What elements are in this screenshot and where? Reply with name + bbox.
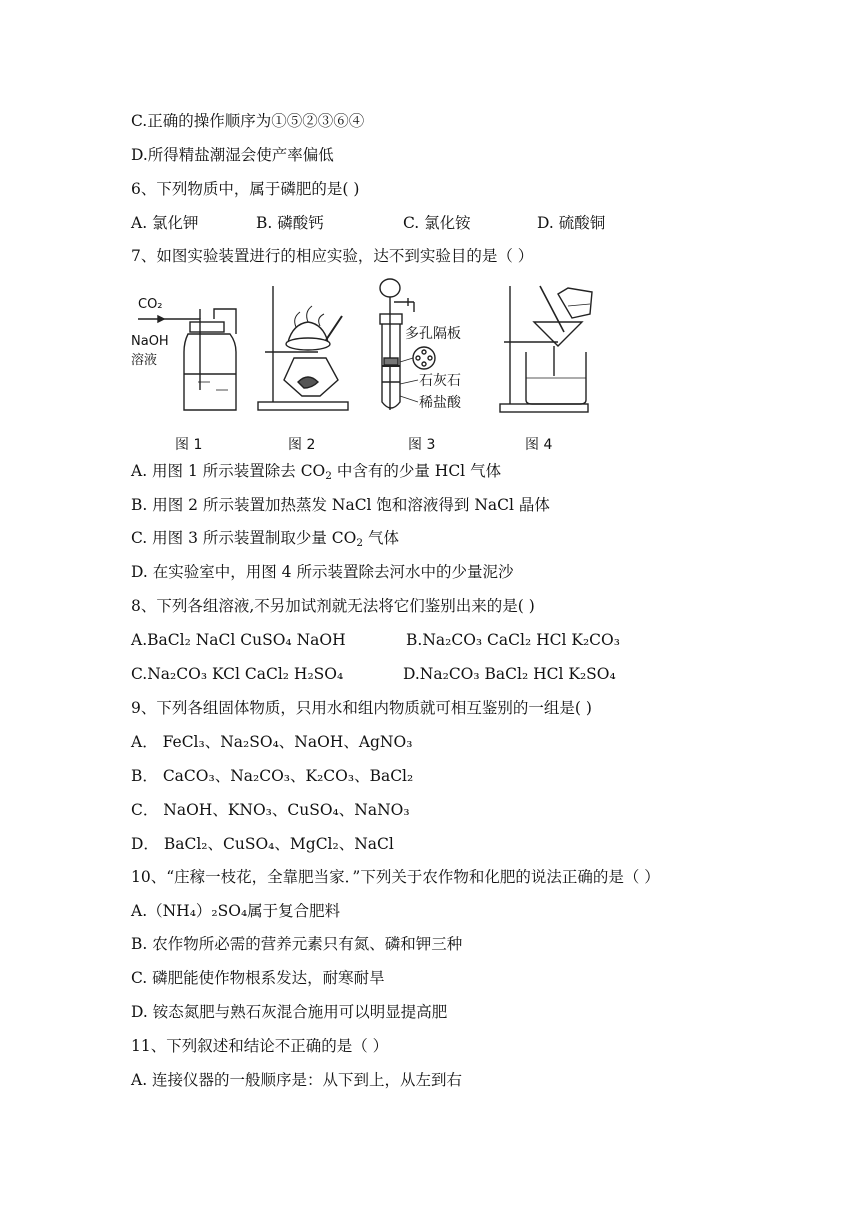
limestone-label: 石灰石 [419,373,461,389]
acid-label: 稀盐酸 [419,395,461,411]
fig4-label: 图 4 [525,437,553,453]
q8-option-d: D.Na₂CO₃ BaCl₂ HCl K₂SO₄ [403,665,616,683]
question-11: 11、下列叙述和结论不正确的是（ ） [131,1037,389,1055]
fig1-wash-bottle [131,297,236,410]
naoh-label: NaOH [131,334,169,349]
fig2-evaporation [258,286,348,410]
fig2-label: 图 2 [288,437,316,453]
fig3-generator [380,279,462,411]
q9-option-b: B． CaCO₃、Na₂CO₃、K₂CO₃、BaCl₂ [131,767,414,785]
fig1-label: 图 1 [175,437,203,453]
fig4-filtration [500,286,592,412]
q8-option-c: C.Na₂CO₃ KCl CaCl₂ H₂SO₄ [131,665,344,683]
solution-label: 溶液 [131,353,158,368]
fig3-label: 图 3 [408,437,436,453]
q6-option-d: D. 硫酸铜 [537,214,606,232]
q7-option-b: B. 用图 2 所示装置加热蒸发 NaCl 饱和溶液得到 NaCl 晶体 [131,496,550,514]
q9-option-d: D． BaCl₂、CuSO₄、MgCl₂、NaCl [131,835,394,853]
question-9: 9、下列各组固体物质，只用水和组内物质就可相互鉴别的一组是( ) [131,699,592,717]
q10-option-d: D. 铵态氮肥与熟石灰混合施用可以明显提高肥 [131,1003,448,1021]
line-d-yield: D.所得精盐潮湿会使产率偏低 [131,146,334,164]
q10-option-c: C. 磷肥能使作物根系发达，耐寒耐旱 [131,969,385,987]
question-8: 8、下列各组溶液,不另加试剂就无法将它们鉴别出来的是( ) [131,597,535,615]
co2-label: CO₂ [138,297,163,312]
q9-option-c: C． NaOH、KNO₃、CuSO₄、NaNO₃ [131,801,410,819]
q9-option-a: A． FeCl₃、Na₂SO₄、NaOH、AgNO₃ [131,733,413,751]
line-c-order: C.正确的操作顺序为①⑤②③⑥④ [131,112,365,130]
q10-option-a: A.（NH₄）₂SO₄属于复合肥料 [131,902,341,920]
q10-option-b: B. 农作物所必需的营养元素只有氮、磷和钾三种 [131,935,463,953]
q6-option-a: A. 氯化钾 [131,214,199,232]
q11-option-a: A. 连接仪器的一般顺序是：从下到上，从左到右 [131,1071,463,1089]
question-10: 10、“庄稼一枝花，全靠肥当家．”下列关于农作物和化肥的说法正确的是（ ） [131,868,660,886]
question-7: 7、如图实验装置进行的相应实验，达不到实验目的是（ ） [131,247,534,265]
q7-option-d: D. 在实验室中，用图 4 所示装置除去河水中的少量泥沙 [131,563,514,581]
porous-plate-label: 多孔隔板 [405,326,461,342]
apparatus-figure [128,272,608,432]
question-6: 6、下列物质中，属于磷肥的是( ) [131,180,360,198]
q6-option-b: B. 磷酸钙 [256,214,324,232]
q7-option-c: C. 用图 3 所示装置制取少量 $CO_2$ 气体 [131,529,399,549]
q6-option-c: C. 氯化铵 [403,214,471,232]
q8-option-b: B.Na₂CO₃ CaCl₂ HCl K₂CO₃ [406,631,620,649]
q8-option-a: A.BaCl₂ NaCl CuSO₄ NaOH [131,631,346,649]
q7-option-a: A. 用图 1 所示装置除去 $CO_2$ 中含有的少量 HCl 气体 [131,462,502,482]
